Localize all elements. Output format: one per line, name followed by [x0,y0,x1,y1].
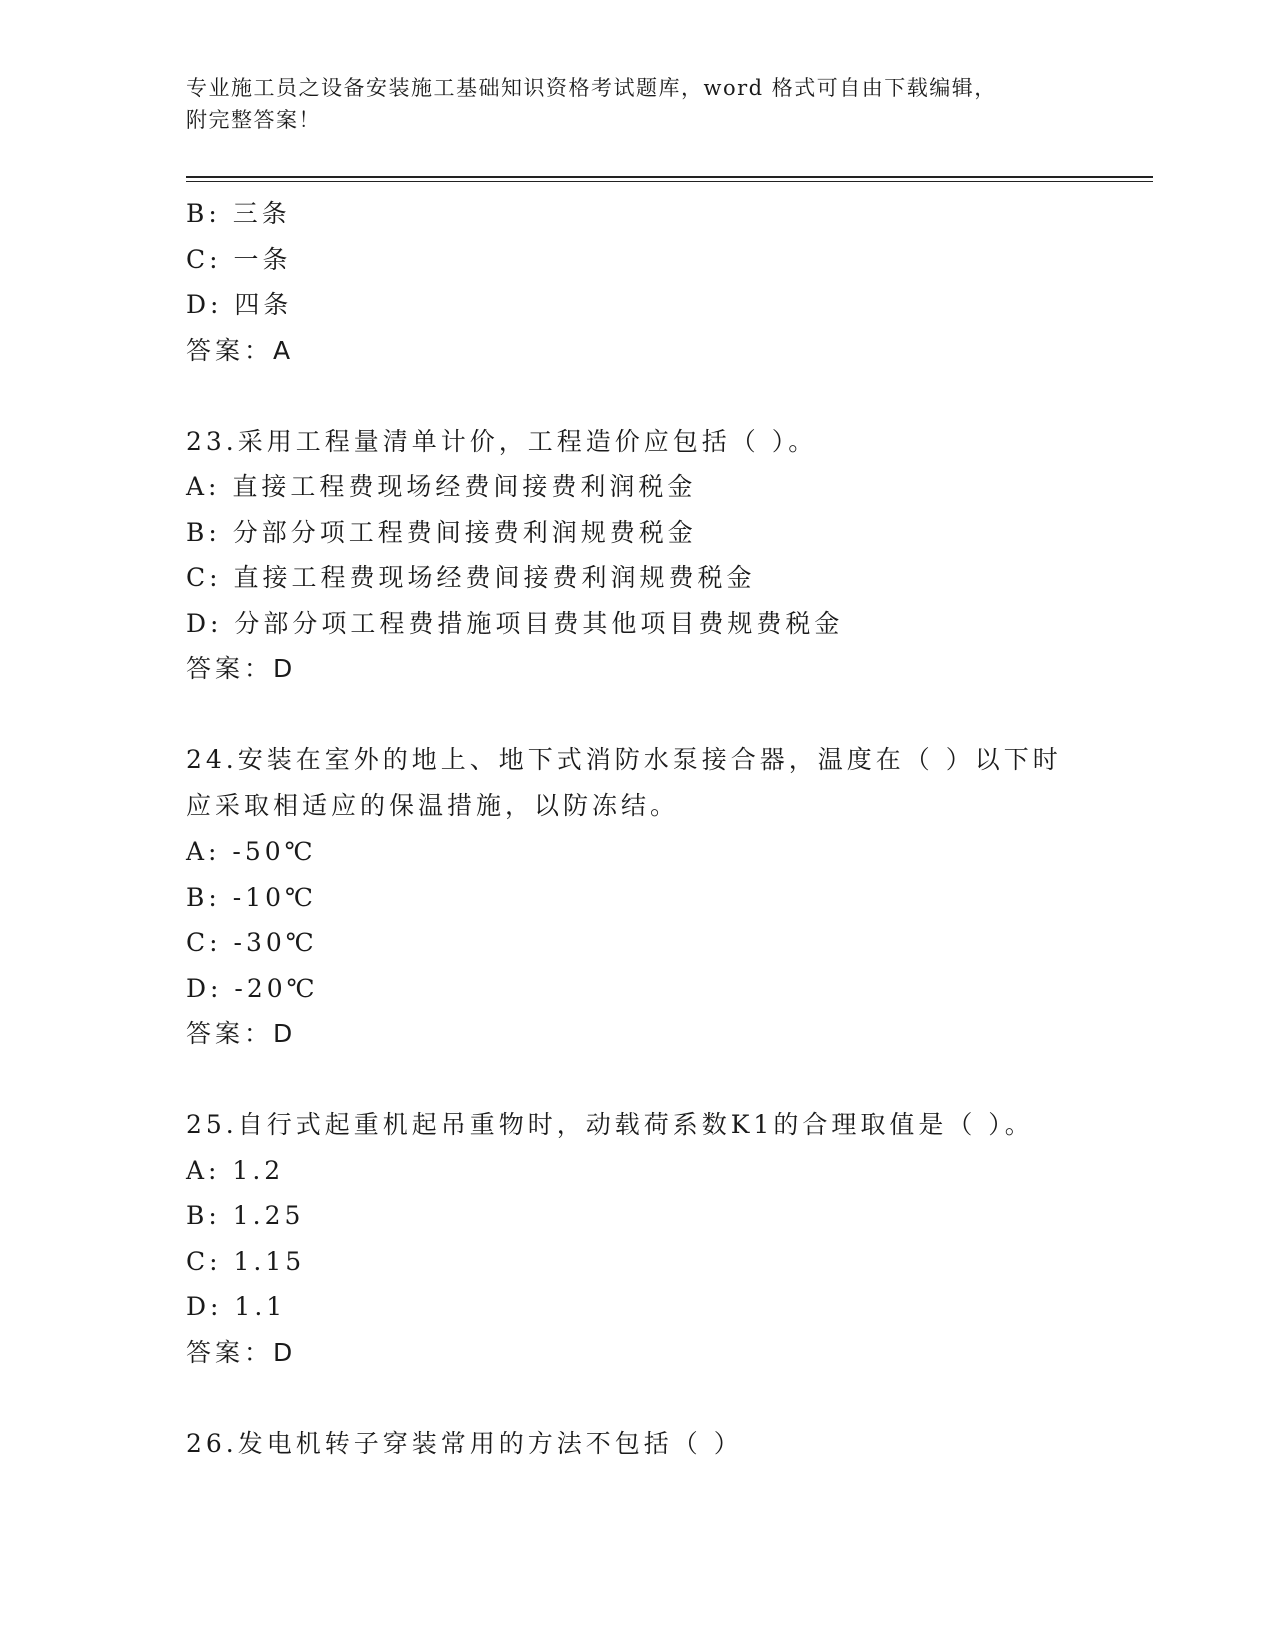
option-c: C: 一条 [186,244,292,274]
answer: 答案：D [186,1337,297,1367]
document-header [186,72,1066,136]
option-c: C: -30℃ [186,928,318,957]
option-a: A: 1.2 [186,1155,285,1185]
option-c: C: 1.15 [186,1246,306,1276]
spacer [186,1375,1086,1421]
option-b: B: 分部分项工程费间接费利润规费税金 [186,517,697,547]
option-a: A: 直接工程费现场经费间接费利润税金 [186,472,697,501]
option-d: D: 四条 [186,290,293,319]
answer: 答案：D [186,1019,297,1048]
question-block-24 [186,737,1086,1057]
question-block-22 [186,191,1086,373]
question-text: 26.发电机转子穿装常用的方法不包括（ ） [186,1428,743,1458]
question-text: 23.采用工程量清单计价，工程造价应包括（ ）。 [186,426,818,456]
header-rule-thick [186,176,1153,178]
question-block-25 [186,1102,1086,1375]
option-d: D: -20℃ [186,973,319,1003]
question-block-26 [186,1421,1086,1467]
spacer [186,1057,1086,1103]
question-text: 25.自行式起重机起吊重物时，动载荷系数K1的合理取值是（ ）。 [186,1110,1034,1139]
option-c: C: 直接工程费现场经费间接费利润规费税金 [186,563,756,592]
option-d: D: 分部分项工程费措施项目费其他项目费规费税金 [186,608,844,638]
header-rule-thin [186,181,1153,182]
option-b: B: 三条 [186,199,291,228]
spacer [186,373,1086,419]
question-block-23 [186,419,1086,692]
spacer [186,692,1086,738]
option-b: B: 1.25 [186,1201,305,1230]
header-line-1: 专业施工员之设备安装施工基础知识资格考试题库，word 格式可自由下载编辑， [186,76,997,100]
answer: 答案：A [186,335,295,365]
option-a: A: -50℃ [186,837,317,866]
answer: 答案：D [186,654,297,683]
header-line-2: 附完整答案！ [186,108,321,132]
question-list [186,191,1086,1466]
option-b: B: -10℃ [186,882,317,912]
question-text: 24.安装在室外的地上、地下式消防水泵接合器，温度在（ ）以下时应采取相适应的保温措施，以防冻结。 [186,745,1062,820]
option-d: D: 1.1 [186,1292,287,1321]
